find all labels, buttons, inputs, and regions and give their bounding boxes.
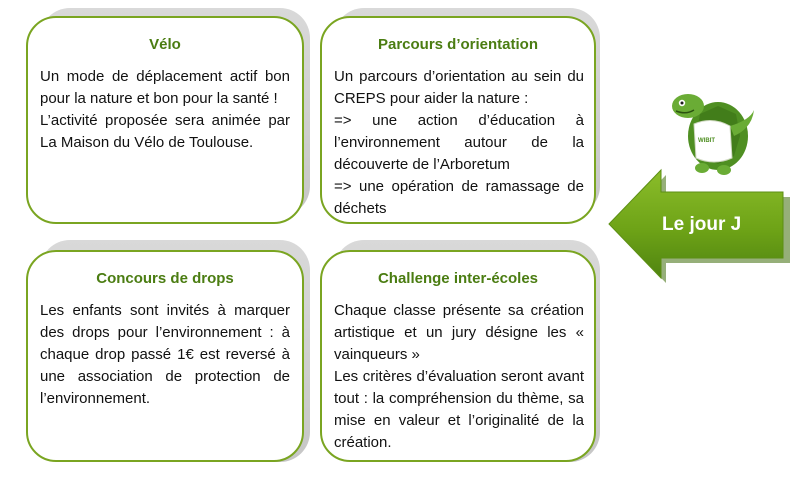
arrow-label: Le jour J [662,214,742,235]
card-title: Challenge inter-écoles [377,270,539,287]
card-title: Parcours d’orientation [377,36,539,53]
turtle-mascot-icon [660,84,760,184]
card-line: Un mode de déplacement actif bon pour la nature et bon pour la santé ! [40,68,290,107]
card-title: Concours de drops [96,270,234,287]
card-line: => une opération de ramassage de déchets [334,178,584,217]
card-parcours-box [320,16,596,224]
card-title: Vélo [149,36,181,53]
card-line: Chaque classe présente sa création artistique et un jury désigne les « vainqueurs » [334,302,584,363]
card-challenge-box [320,250,596,462]
card-line: Les enfants sont invités à marquer des drops pour l’environnement : à chaque drop passé 1€ est reversé à une association de protection de l’environnement. [40,302,290,407]
card-drops-box [26,250,304,462]
card-line: Les critères d’évaluation seront avant tout : la compréhension du thème, sa mise en valeur et l’originalité de la création. [334,368,584,451]
card-body [40,66,290,154]
mascot-shirt-text: WIBIT [698,138,715,144]
card-line: L’activité proposée sera animée par La Maison du Vélo de Toulouse. [40,112,290,151]
card-line: Un parcours d’orientation au sein du CREPS pour aider la nature : [334,68,584,107]
card-body [40,300,290,410]
card-velo-box [26,16,304,224]
card-body [334,66,584,220]
card-body [334,300,584,454]
card-line: => une action d’éducation à l’environnement autour de la découverte de l’Arboretum [334,112,584,173]
